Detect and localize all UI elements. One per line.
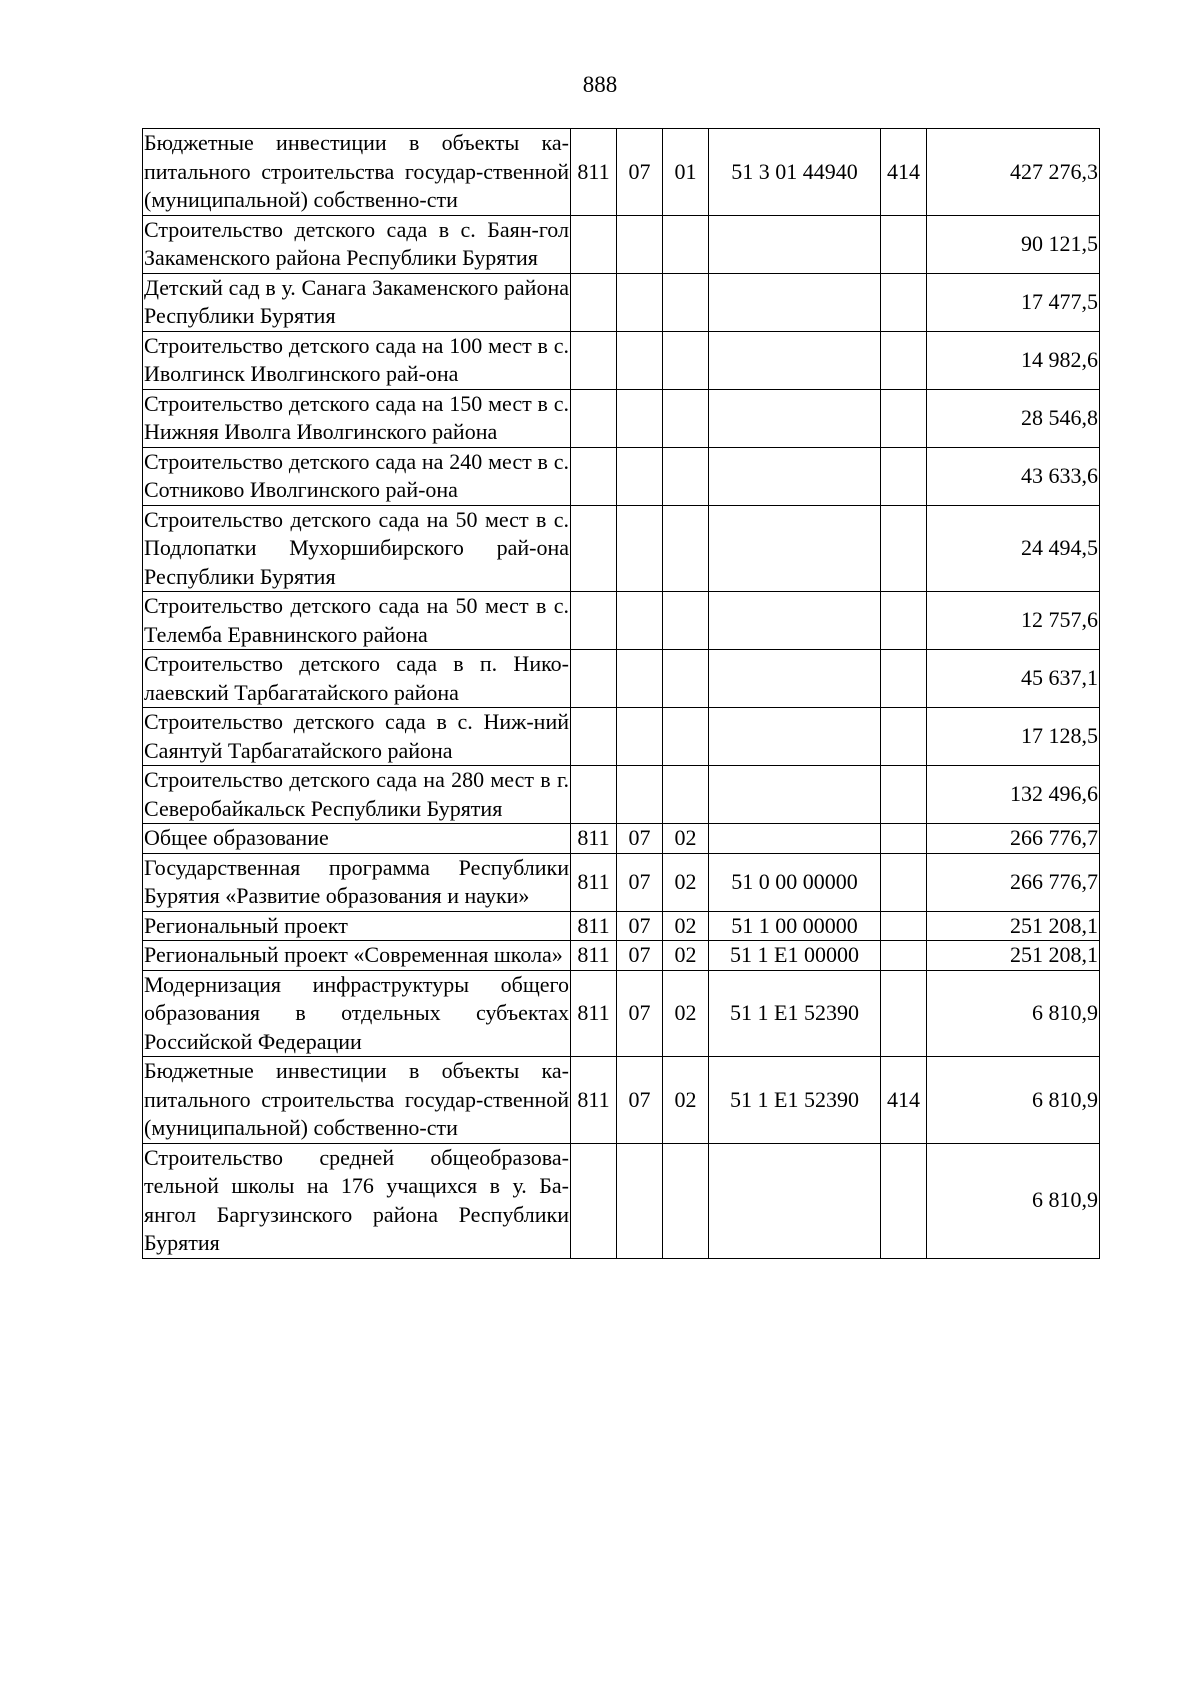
department-code: 811: [571, 941, 617, 971]
amount: 45 637,1: [927, 650, 1100, 708]
subsection-code: [663, 650, 709, 708]
expense-type-code: [881, 273, 927, 331]
table-row: [143, 853, 1100, 911]
subsection-code: [663, 766, 709, 824]
table-row: [143, 766, 1100, 824]
amount: 251 208,1: [927, 911, 1100, 941]
section-code: [617, 766, 663, 824]
subsection-code: [663, 505, 709, 592]
table-row: [143, 911, 1100, 941]
section-code: 07: [617, 970, 663, 1057]
department-code: 811: [571, 853, 617, 911]
department-code: 811: [571, 970, 617, 1057]
row-name: Строительство детского сада на 100 мест в с. Иволгинск Иволгинского рай-она: [143, 331, 571, 389]
section-code: [617, 273, 663, 331]
subsection-code: [663, 1143, 709, 1258]
target-item-code: 51 3 01 44940: [709, 129, 881, 216]
department-code: [571, 1143, 617, 1258]
table-row: [143, 215, 1100, 273]
section-code: [617, 505, 663, 592]
table-row: [143, 273, 1100, 331]
section-code: [617, 1143, 663, 1258]
section-code: [617, 215, 663, 273]
target-item-code: [709, 273, 881, 331]
expense-type-code: [881, 331, 927, 389]
section-code: 07: [617, 911, 663, 941]
expense-type-code: [881, 592, 927, 650]
target-item-code: [709, 1143, 881, 1258]
row-name: Строительство средней общеобразова-тельной школы на 176 учащихся в у. Ба-янгол Баргузинского района Республики Бурятия: [143, 1143, 571, 1258]
section-code: [617, 389, 663, 447]
subsection-code: [663, 215, 709, 273]
target-item-code: [709, 447, 881, 505]
target-item-code: [709, 824, 881, 854]
amount: 132 496,6: [927, 766, 1100, 824]
row-name: Строительство детского сада в с. Баян-гол Закаменского района Республики Бурятия: [143, 215, 571, 273]
row-name: Строительство детского сада в с. Ниж-ний Саянтуй Тарбагатайского района: [143, 708, 571, 766]
amount: 28 546,8: [927, 389, 1100, 447]
table-row: [143, 824, 1100, 854]
row-name: Общее образование: [143, 824, 571, 854]
expense-type-code: [881, 941, 927, 971]
table-row: [143, 1057, 1100, 1144]
target-item-code: [709, 389, 881, 447]
table-row: [143, 1143, 1100, 1258]
row-name: Строительство детского сада на 50 мест в с. Подлопатки Мухоршибирского рай-она Республики Бурятия: [143, 505, 571, 592]
expense-type-code: [881, 389, 927, 447]
target-item-code: [709, 215, 881, 273]
row-name: Региональный проект: [143, 911, 571, 941]
budget-table: [142, 128, 1100, 1259]
expense-type-code: 414: [881, 1057, 927, 1144]
row-name: Строительство детского сада на 150 мест в с. Нижняя Иволга Иволгинского района: [143, 389, 571, 447]
department-code: [571, 708, 617, 766]
table-row: [143, 650, 1100, 708]
amount: 6 810,9: [927, 970, 1100, 1057]
department-code: [571, 592, 617, 650]
department-code: [571, 389, 617, 447]
section-code: [617, 447, 663, 505]
department-code: [571, 215, 617, 273]
amount: 251 208,1: [927, 941, 1100, 971]
target-item-code: [709, 708, 881, 766]
row-name: Строительство детского сада на 240 мест в с. Сотниково Иволгинского рай-она: [143, 447, 571, 505]
section-code: [617, 650, 663, 708]
target-item-code: [709, 766, 881, 824]
expense-type-code: [881, 853, 927, 911]
budget-table-body: [143, 129, 1100, 1259]
subsection-code: 02: [663, 941, 709, 971]
subsection-code: 02: [663, 824, 709, 854]
row-name: Бюджетные инвестиции в объекты ка-питального строительства государ-ственной (муниципальной) собственно-сти: [143, 1057, 571, 1144]
table-row: [143, 941, 1100, 971]
table-row: [143, 129, 1100, 216]
amount: 43 633,6: [927, 447, 1100, 505]
table-row: [143, 708, 1100, 766]
expense-type-code: [881, 505, 927, 592]
amount: 266 776,7: [927, 853, 1100, 911]
section-code: 07: [617, 1057, 663, 1144]
department-code: 811: [571, 129, 617, 216]
target-item-code: 51 1 00 00000: [709, 911, 881, 941]
department-code: [571, 650, 617, 708]
expense-type-code: [881, 1143, 927, 1258]
department-code: 811: [571, 911, 617, 941]
row-name: Модернизация инфраструктуры общего образования в отдельных субъектах Российской Федерации: [143, 970, 571, 1057]
expense-type-code: [881, 970, 927, 1057]
target-item-code: 51 1 E1 52390: [709, 970, 881, 1057]
target-item-code: [709, 505, 881, 592]
target-item-code: [709, 331, 881, 389]
section-code: [617, 331, 663, 389]
subsection-code: 02: [663, 911, 709, 941]
section-code: 07: [617, 941, 663, 971]
subsection-code: [663, 273, 709, 331]
expense-type-code: [881, 215, 927, 273]
section-code: [617, 708, 663, 766]
table-row: [143, 389, 1100, 447]
table-row: [143, 447, 1100, 505]
section-code: [617, 592, 663, 650]
subsection-code: 01: [663, 129, 709, 216]
expense-type-code: 414: [881, 129, 927, 216]
amount: 6 810,9: [927, 1057, 1100, 1144]
table-row: [143, 505, 1100, 592]
amount: 17 477,5: [927, 273, 1100, 331]
section-code: 07: [617, 824, 663, 854]
amount: 6 810,9: [927, 1143, 1100, 1258]
expense-type-code: [881, 911, 927, 941]
row-name: Детский сад в у. Санага Закаменского района Республики Бурятия: [143, 273, 571, 331]
row-name: Строительство детского сада на 50 мест в с. Телемба Еравнинского района: [143, 592, 571, 650]
subsection-code: [663, 389, 709, 447]
table-row: [143, 970, 1100, 1057]
amount: 90 121,5: [927, 215, 1100, 273]
amount: 12 757,6: [927, 592, 1100, 650]
amount: 17 128,5: [927, 708, 1100, 766]
page-number: 888: [582, 72, 618, 97]
row-name: Бюджетные инвестиции в объекты ка-питального строительства государ-ственной (муниципальной) собственно-сти: [143, 129, 571, 216]
row-name: Строительство детского сада в п. Нико-лаевский Тарбагатайского района: [143, 650, 571, 708]
expense-type-code: [881, 708, 927, 766]
expense-type-code: [881, 766, 927, 824]
expense-type-code: [881, 824, 927, 854]
amount: 24 494,5: [927, 505, 1100, 592]
subsection-code: [663, 592, 709, 650]
subsection-code: 02: [663, 853, 709, 911]
subsection-code: [663, 331, 709, 389]
subsection-code: [663, 708, 709, 766]
department-code: [571, 447, 617, 505]
subsection-code: 02: [663, 1057, 709, 1144]
amount: 14 982,6: [927, 331, 1100, 389]
subsection-code: [663, 447, 709, 505]
amount: 266 776,7: [927, 824, 1100, 854]
row-name: Строительство детского сада на 280 мест в г. Северобайкальск Республики Бурятия: [143, 766, 571, 824]
department-code: 811: [571, 1057, 617, 1144]
subsection-code: 02: [663, 970, 709, 1057]
department-code: [571, 273, 617, 331]
section-code: 07: [617, 853, 663, 911]
department-code: [571, 505, 617, 592]
department-code: [571, 331, 617, 389]
expense-type-code: [881, 650, 927, 708]
target-item-code: [709, 592, 881, 650]
target-item-code: 51 0 00 00000: [709, 853, 881, 911]
amount: 427 276,3: [927, 129, 1100, 216]
table-row: [143, 592, 1100, 650]
department-code: [571, 766, 617, 824]
target-item-code: 51 1 E1 00000: [709, 941, 881, 971]
section-code: 07: [617, 129, 663, 216]
target-item-code: [709, 650, 881, 708]
row-name: Региональный проект «Современная школа»: [143, 941, 571, 971]
table-row: [143, 331, 1100, 389]
department-code: 811: [571, 824, 617, 854]
expense-type-code: [881, 447, 927, 505]
target-item-code: 51 1 E1 52390: [709, 1057, 881, 1144]
row-name: Государственная программа Республики Бурятия «Развитие образования и науки»: [143, 853, 571, 911]
